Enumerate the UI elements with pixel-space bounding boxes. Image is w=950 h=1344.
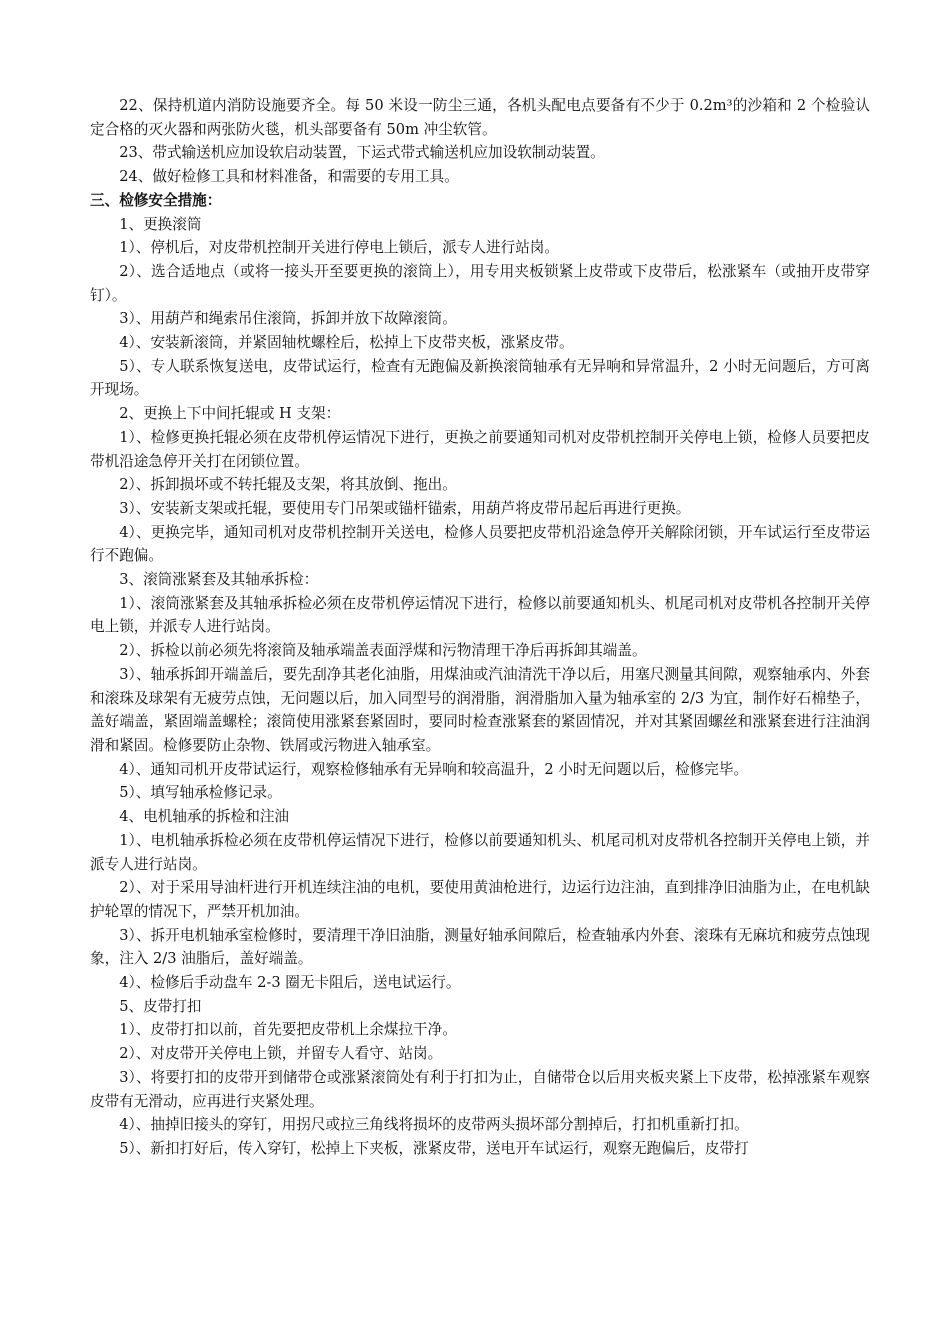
- paragraph: 1）、检修更换托辊必须在皮带机停运情况下进行，更换之前要通知司机对皮带机控制开关停电上锁，检修人员要把皮带机沿途急停开关打在闭锁位置。: [90, 428, 870, 470]
- paragraph: 3）、用葫芦和绳索吊住滚筒，拆卸并放下故障滚筒。: [119, 310, 457, 328]
- paragraph: 2）、拆卸损坏或不转托辊及支架，将其放倒、拖出。: [119, 476, 457, 494]
- section-heading: 三、检修安全措施：: [90, 191, 222, 209]
- paragraph: 22、保持机道内消防设施要齐全。每 50 米设一防尘三通，各机头配电点要备有不少于 0.2m³的沙箱和 2 个检验认定合格的灭火器和两张防火毯，机头部要备有 50m 冲尘软管。: [90, 97, 870, 138]
- paragraph: 1）、皮带打扣以前，首先要把皮带机上余煤拉干净。: [119, 1021, 457, 1039]
- paragraph: 1）、电机轴承拆检必须在皮带机停运情况下进行，检修以前要通知机头、机尾司机对皮带机各控制开关停电上锁，并派专人进行站岗。: [90, 831, 870, 873]
- paragraph: 2）、拆检以前必须先将滚筒及轴承端盖表面浮煤和污物清理干净后再拆卸其端盖。: [119, 642, 647, 660]
- paragraph: 3）、将要打扣的皮带开到储带仓或涨紧滚筒处有利于打扣为止，自储带仓以后用夹板夹紧上下皮带，松掉涨紧车观察皮带有无滑动，应再进行夹紧处理。: [90, 1068, 870, 1110]
- paragraph: 2、更换上下中间托辊或 H 支架：: [119, 405, 341, 423]
- paragraph: 4、电机轴承的拆检和注油: [119, 808, 290, 826]
- paragraph: 2）、对于采用导油杆进行开机连续注油的电机，要使用黄油枪进行，边运行边注油，直到排净旧油脂为止，在电机缺护轮罩的情况下，严禁开机加油。: [90, 879, 870, 920]
- paragraph: 24、做好检修工具和材料准备，和需要的专用工具。: [119, 168, 459, 186]
- paragraph: 1）、滚筒涨紧套及其轴承拆检必须在皮带机停运情况下进行，检修以前要通知机头、机尾司机对皮带机各控制开关停电上锁，并派专人进行站岗。: [90, 594, 870, 636]
- paragraph: 3）、拆开电机轴承室检修时，要清理干净旧油脂，测量好轴承间隙后，检查轴承内外套、滚珠有无麻坑和疲劳点蚀现象，注入 2/3 油脂后，盖好端盖。: [90, 926, 870, 968]
- paragraph: 4）、更换完毕，通知司机对皮带机控制开关送电，检修人员要把皮带机沿途急停开关解除闭锁，开车试运行至皮带运行不跑偏。: [90, 523, 870, 565]
- paragraph: 4）、安装新滚筒，并紧固轴枕螺栓后，松掉上下皮带夹板，涨紧皮带。: [119, 334, 574, 352]
- paragraph: 2）、对皮带开关停电上锁，并留专人看守、站岗。: [119, 1045, 443, 1063]
- paragraph: 2）、选合适地点（或将一接头开至要更换的滚筒上），用专用夹板锁紧上皮带或下皮带后，松涨紧车（或抽开皮带穿钉）。: [90, 262, 870, 304]
- paragraph: 23、带式输送机应加设软启动装置，下运式带式输送机应加设软制动装置。: [119, 144, 605, 162]
- paragraph: 1、更换滚筒: [119, 215, 202, 233]
- paragraph: 4）、抽掉旧接头的穿钉，用拐尺或拉三角线将损坏的皮带两头损坏部分割掉后，打扣机重新打扣。: [119, 1116, 749, 1134]
- paragraph: 1）、停机后，对皮带机控制开关进行停电上锁后，派专人进行站岗。: [119, 239, 559, 257]
- paragraph: 3）、轴承拆卸开端盖后，要先刮净其老化油脂，用煤油或汽油清洗干净以后，用塞尺测量其间隙，观察轴承内、外套和滚珠及球架有无疲劳点蚀，无问题以后，加入同型号的润滑脂，润滑脂加入量为轴承室的 2/3 为宜，制作好石棉垫子，盖好端盖，紧固端盖螺栓；滚筒使用涨紧套紧固时，要同时检查涨紧套的紧固情况，并对其紧固螺丝和涨紧套进行注油润滑和紧固。检修要防止杂物、铁屑或污物进入轴承室。: [90, 665, 870, 754]
- paragraph: 4）、通知司机开皮带试运行，观察检修轴承有无异响和较高温升，2 小时无问题以后，检修完毕。: [119, 760, 749, 778]
- document-page: [90, 94, 870, 1161]
- paragraph: 4）、检修后手动盘车 2-3 圈无卡阻后，送电试运行。: [119, 974, 461, 992]
- paragraph: 5）、专人联系恢复送电，皮带试运行，检查有无跑偏及新换滚筒轴承有无异响和异常温升，2 小时无问题后，方可离开现场。: [90, 357, 870, 399]
- paragraph: 5、皮带打扣: [119, 997, 202, 1015]
- paragraph: 5）、填写轴承检修记录。: [119, 784, 282, 802]
- paragraph: 5）、新扣打好后，传入穿钉，松掉上下夹板，涨紧皮带，送电开车试运行，观察无跑偏后，皮带打: [119, 1139, 749, 1157]
- paragraph: 3）、安装新支架或托辊，要使用专门吊架或锚杆锚索，用葫芦将皮带吊起后再进行更换。: [119, 499, 691, 517]
- paragraph: 3、滚筒涨紧套及其轴承拆检：: [119, 571, 319, 589]
